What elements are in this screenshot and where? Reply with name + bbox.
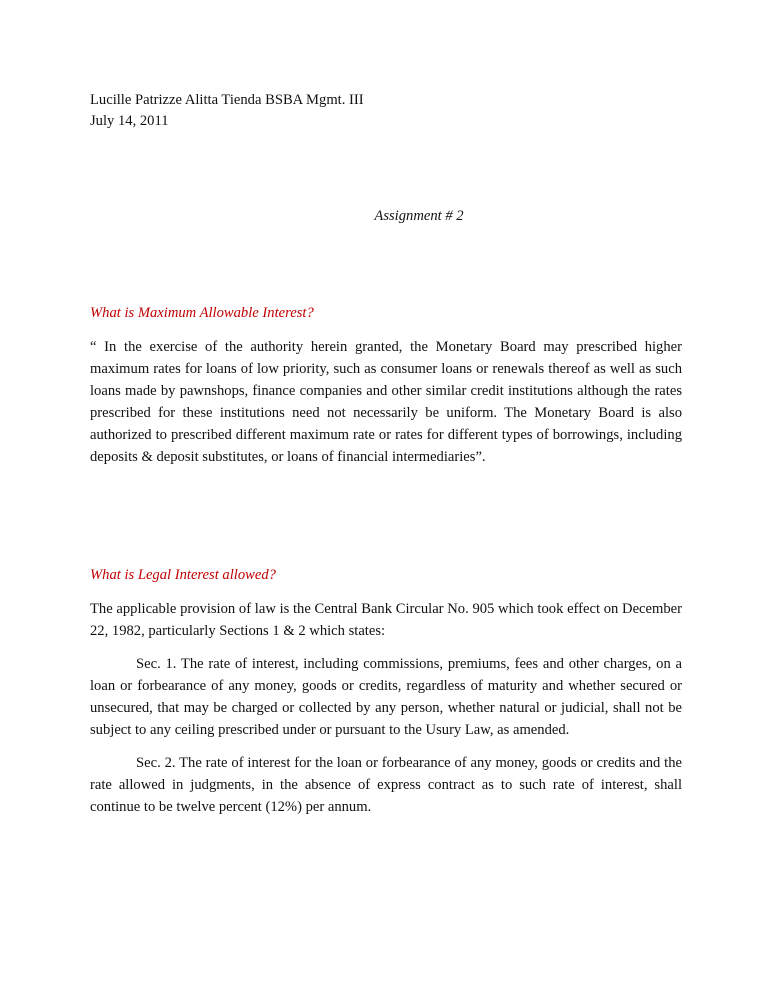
section2-intro: The applicable provision of law is the Central Bank Circular No. 905 which took effect on December 22, 1982, particularly Sections 1 & 2 which states: <box>90 601 682 639</box>
date-line: July 14, 2011 <box>90 113 169 129</box>
section2-sec2: Sec. 2. The rate of interest for the loan or forbearance of any money, goods or credits and the rate allowed in judgments, in the absence of express contract as to such rate of interest, shall continue to be twelve percent (12%) per annum. <box>90 755 682 815</box>
section1-heading: What is Maximum Allowable Interest? <box>90 305 314 321</box>
section1-body: “ In the exercise of the authority herein granted, the Monetary Board may prescribed higher maximum rates for loans of low priority, such as consumer loans or renewals thereof as well as such loans made by pawnshops, finance companies and other similar credit institutions although the rates prescribed for these institutions need not necessarily be uniform. The Monetary Board is also authorized to prescribed different maximum rate or rates for different types of borrowings, including deposits & deposit substitutes, or loans of financial intermediaries”. <box>90 339 682 465</box>
section2-sec1: Sec. 1. The rate of interest, including commissions, premiums, fees and other charges, on a loan or forbearance of any money, goods or credits, regardless of maturity and whether secured or unsecured, that may be charged or collected by any person, whether natural or judicial, shall not be subject to any ceiling prescribed under or pursuant to the Usury Law, as amended. <box>90 656 682 738</box>
assignment-title: Assignment # 2 <box>374 208 464 224</box>
section2-heading: What is Legal Interest allowed? <box>90 567 276 583</box>
author-line: Lucille Patrizze Alitta Tienda BSBA Mgmt. III <box>90 92 364 108</box>
